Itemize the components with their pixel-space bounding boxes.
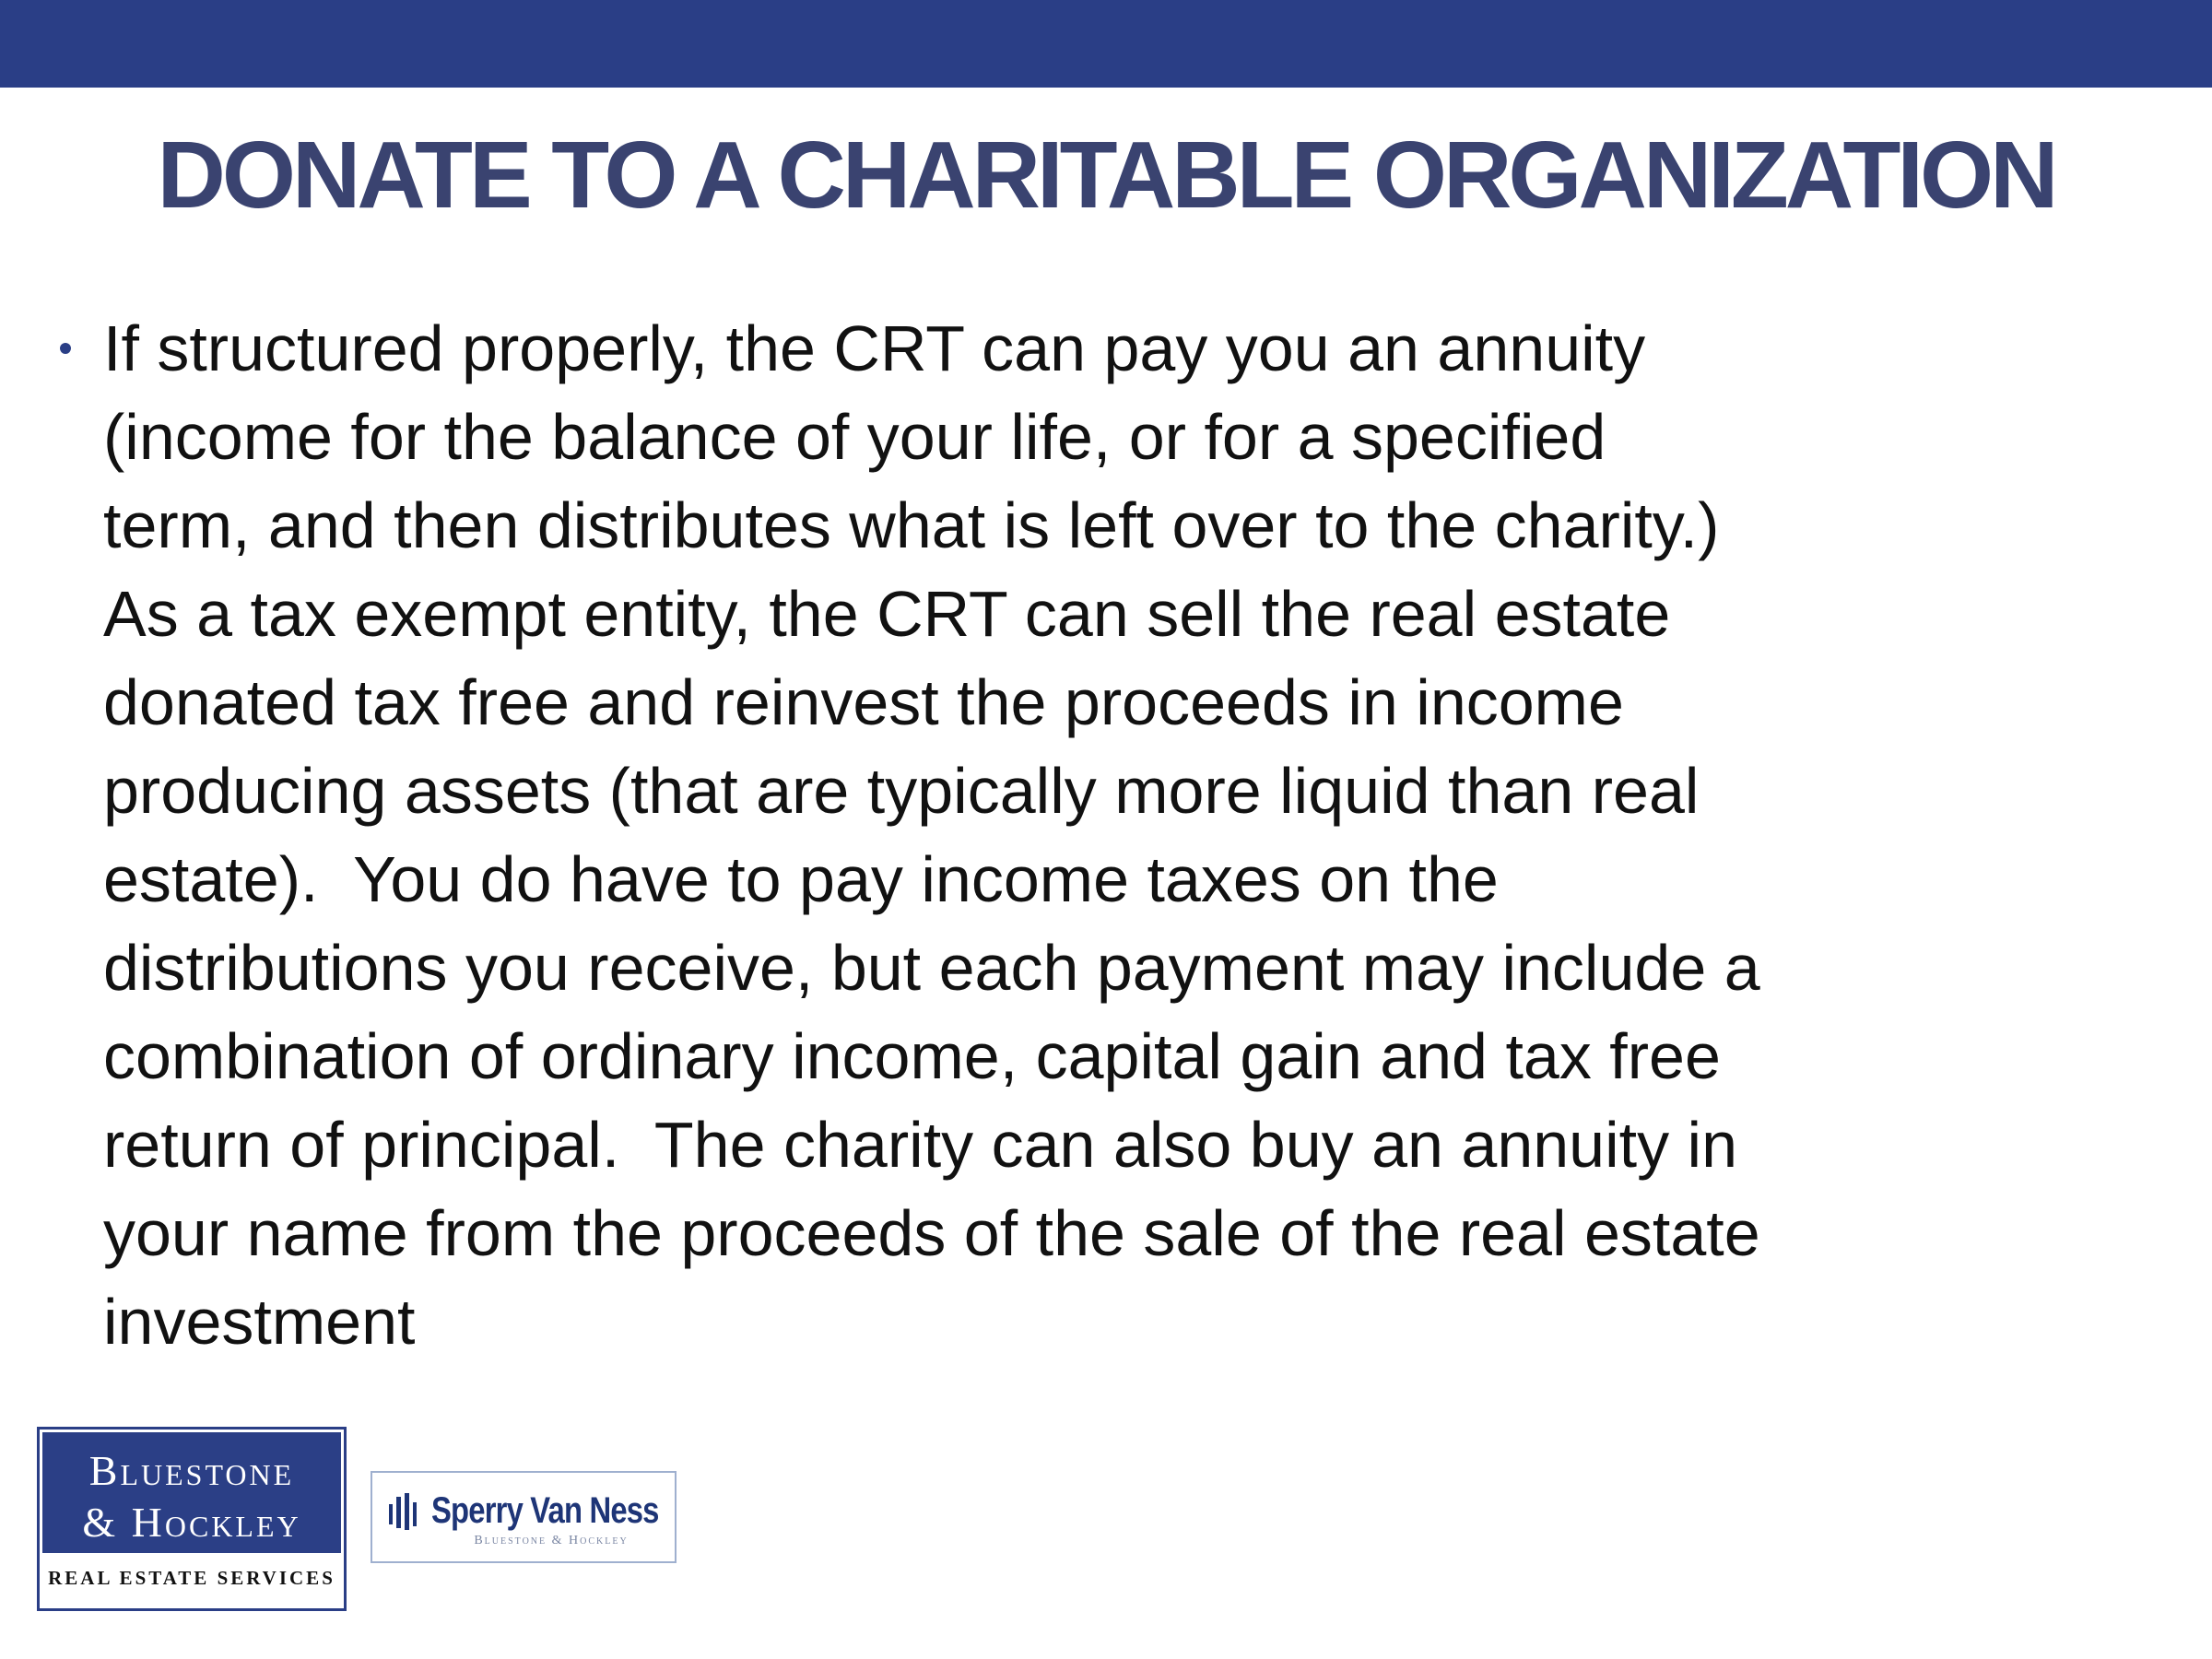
svn-brand-name: Sperry Van Ness [431,1490,659,1531]
bullet-line: As a tax exempt entity, the CRT can sell the real estate [103,578,1671,650]
bluestone-logo-tagline: REAL ESTATE SERVICES [48,1567,335,1589]
bullet-line: estate). You do have to pay income taxes on the [103,843,1499,915]
bullet-list [103,304,2085,1366]
top-header-band [0,0,2212,88]
bluestone-logo-upper [42,1432,341,1553]
svn-bars-icon [387,1491,420,1532]
bullet-line: combination of ordinary income, capital gain and tax free [103,1020,1721,1092]
bluestone-logo-line1: Bluestone [88,1447,295,1494]
bullet-dot-icon [60,343,71,354]
bullet-line: donated tax free and reinvest the proceeds in income [103,666,1624,738]
bullet-line: distributions you receive, but each payment may include a [103,932,1760,1004]
svn-sub-name: Bluestone & Hockley [474,1534,629,1547]
bullet-line: your name from the proceeds of the sale of the real estate [103,1197,1760,1269]
bluestone-logo-line2: & Hockley [82,1499,301,1546]
bullet-line: producing assets (that are typically more liquid than real [103,755,1700,827]
bluestone-hockley-logo [37,1427,347,1611]
bullet-text [103,304,2085,1366]
bullet-line: (income for the balance of your life, or for a specified [103,401,1606,473]
bullet-line: investment [103,1286,416,1358]
bullet-line: return of principal. The charity can also buy an annuity in [103,1109,1738,1181]
bullet-line: If structured properly, the CRT can pay you an annuity [103,312,1646,384]
sperry-van-ness-logo [371,1471,677,1563]
bullet-line: term, and then distributes what is left over to the charity.) [103,489,1720,561]
slide-title: DONATE TO A CHARITABLE ORGANIZATION [157,122,2055,228]
bullet-item [103,304,2085,1366]
